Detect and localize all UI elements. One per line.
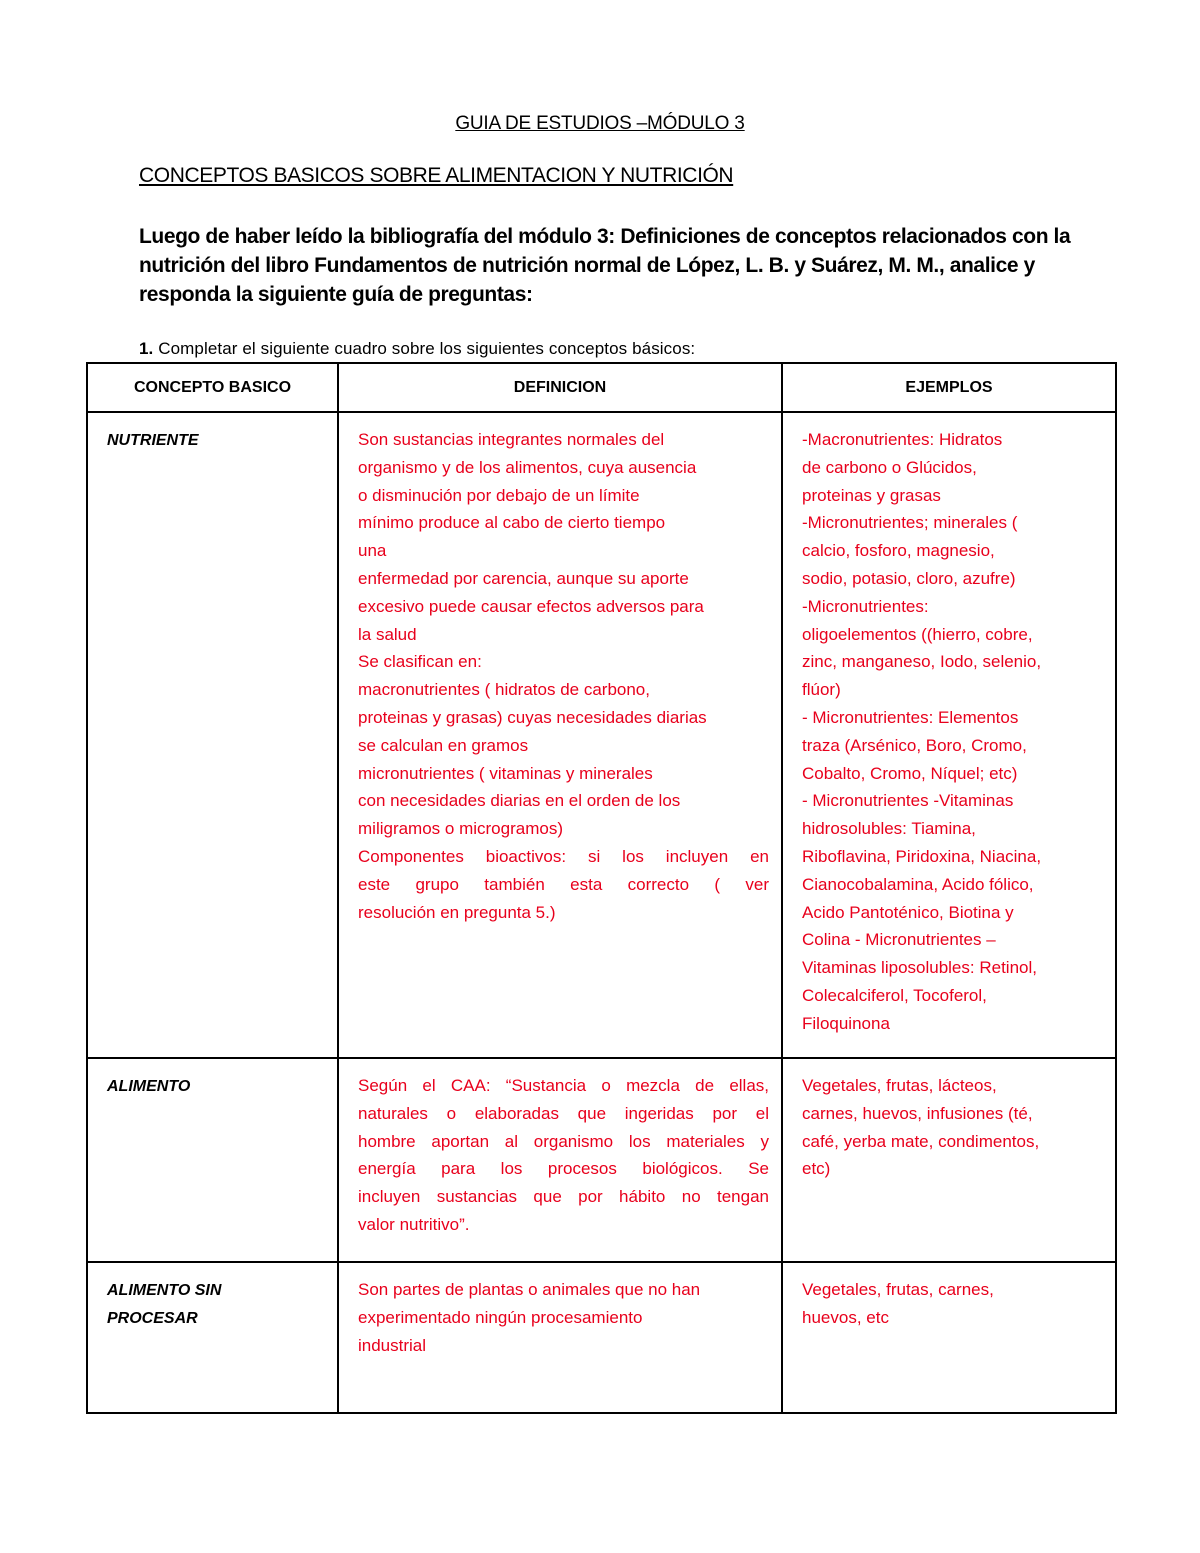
- cell-line: o disminución por debajo de un límite: [358, 485, 640, 505]
- cell-line: proteinas y grasas) cuyas necesidades diarias: [358, 707, 707, 727]
- cell-line: Según el CAA: “Sustancia o mezcla de ellas,: [358, 1076, 769, 1095]
- definition-alimento: [338, 1058, 782, 1262]
- cell-line: huevos, etc: [802, 1307, 889, 1327]
- cell-line: hidrosolubles: Tiamina,: [802, 819, 976, 839]
- concept-alimento: ALIMENTO: [87, 1058, 338, 1262]
- cell-line: Riboflavina, Piridoxina, Niacina,: [802, 846, 1042, 866]
- cell-line: mínimo produce al cabo de cierto tiempo: [358, 513, 666, 533]
- cell-line: Cobalto, Cromo, Níquel; etc): [802, 763, 1018, 783]
- cell-line: resolución en pregunta 5.): [358, 902, 556, 922]
- table-row-alimento-sin-procesar: [87, 1262, 1116, 1413]
- cell-line: macronutrientes ( hidratos de carbono,: [358, 680, 650, 700]
- cell-line: sodio, potasio, cloro, azufre): [802, 568, 1016, 588]
- cell-line: enfermedad por carencia, aunque su aporte: [358, 568, 689, 588]
- cell-line: Filoquinona: [802, 1013, 890, 1033]
- cell-line: de carbono o Glúcidos,: [802, 457, 977, 477]
- question-number: 1.: [139, 339, 154, 358]
- cell-line: excesivo puede causar efectos adversos para: [358, 596, 704, 616]
- cell-line: hombre aportan al organismo los materiales y: [358, 1131, 769, 1151]
- concept-nutriente: NUTRIENTE: [87, 412, 338, 1058]
- header-concepto: CONCEPTO BASICO: [87, 363, 338, 412]
- cell-line: naturales o elaboradas que ingeridas por el: [358, 1103, 769, 1123]
- cell-line: - Micronutrientes: Elementos: [802, 707, 1019, 727]
- intro-paragraph: [139, 222, 1074, 309]
- cell-line: proteinas y grasas: [802, 485, 941, 505]
- definition-alimento-sin-procesar: [338, 1262, 782, 1413]
- cell-line: Colina - Micronutrientes –: [802, 930, 996, 950]
- cell-line: miligramos o microgramos): [358, 819, 563, 839]
- cell-line: Vitaminas liposolubles: Retinol,: [802, 958, 1037, 978]
- table-row-alimento: [87, 1058, 1116, 1262]
- cell-line: Colecalciferol, Tocoferol,: [802, 985, 987, 1005]
- cell-line: zinc, manganeso, Iodo, selenio,: [802, 652, 1042, 672]
- header-ejemplos: EJEMPLOS: [782, 363, 1116, 412]
- concept-line: PROCESAR: [107, 1310, 198, 1327]
- cell-line: Son sustancias integrantes normales del: [358, 430, 665, 449]
- cell-line: -Micronutrientes:: [802, 596, 929, 616]
- intro-line: responda la siguiente guía de preguntas:: [139, 283, 533, 306]
- cell-line: etc): [802, 1159, 831, 1179]
- cell-line: oligoelementos ((hierro, cobre,: [802, 624, 1033, 644]
- cell-line: traza (Arsénico, Boro, Cromo,: [802, 735, 1027, 755]
- cell-line: - Micronutrientes -Vitaminas: [802, 791, 1014, 811]
- cell-line: Se clasifican en:: [358, 652, 482, 672]
- examples-alimento: [782, 1058, 1116, 1262]
- question-text: Completar el siguiente cuadro sobre los siguientes conceptos básicos:: [153, 339, 696, 358]
- definition-nutriente: [338, 412, 782, 1058]
- cell-line: flúor): [802, 680, 841, 700]
- concept-line: ALIMENTO SIN: [107, 1282, 222, 1299]
- cell-line: organismo y de los alimentos, cuya ausencia: [358, 457, 697, 477]
- question-1: [139, 339, 695, 359]
- concepts-table: [86, 362, 1117, 1414]
- cell-line: -Macronutrientes: Hidratos: [802, 430, 1003, 449]
- table-header-row: [87, 363, 1116, 412]
- cell-line: micronutrientes ( vitaminas y minerales: [358, 763, 653, 783]
- cell-line: incluyen sustancias que por hábito no tengan: [358, 1187, 769, 1207]
- document-subtitle: CONCEPTOS BASICOS SOBRE ALIMENTACION Y NUTRICIÓN: [139, 164, 734, 187]
- intro-line: Luego de haber leído la bibliografía del módulo 3: Definiciones de conceptos relacionados con la: [139, 225, 1071, 248]
- table-row-nutriente: [87, 412, 1116, 1058]
- cell-line: se calculan en gramos: [358, 735, 529, 755]
- cell-line: Componentes bioactivos: si los incluyen en: [358, 846, 769, 866]
- cell-line: experimentado ningún procesamiento: [358, 1307, 643, 1327]
- intro-line: nutrición del libro Fundamentos de nutrición normal de López, L. B. y Suárez, M. M., analice y: [139, 254, 1035, 277]
- cell-line: este grupo también esta correcto ( ver: [358, 874, 769, 894]
- cell-line: calcio, fosforo, magnesio,: [802, 541, 995, 561]
- examples-alimento-sin-procesar: [782, 1262, 1116, 1413]
- cell-line: energía para los procesos biológicos. Se: [358, 1159, 769, 1179]
- cell-line: Son partes de plantas o animales que no han: [358, 1280, 701, 1299]
- cell-line: Cianocobalamina, Acido fólico,: [802, 874, 1034, 894]
- cell-line: industrial: [358, 1335, 427, 1355]
- cell-line: -Micronutrientes; minerales (: [802, 513, 1018, 533]
- cell-line: la salud: [358, 624, 417, 644]
- concept-alimento-sin-procesar: [87, 1262, 338, 1413]
- document-title: GUIA DE ESTUDIOS –MÓDULO 3: [455, 113, 745, 134]
- cell-line: café, yerba mate, condimentos,: [802, 1131, 1040, 1151]
- cell-line: carnes, huevos, infusiones (té,: [802, 1103, 1033, 1123]
- cell-line: Acido Pantoténico, Biotina y: [802, 902, 1014, 922]
- examples-nutriente: [782, 412, 1116, 1058]
- cell-line: Vegetales, frutas, carnes,: [802, 1280, 994, 1299]
- cell-line: una: [358, 541, 387, 561]
- header-definicion: DEFINICION: [338, 363, 782, 412]
- cell-line: Vegetales, frutas, lácteos,: [802, 1076, 997, 1095]
- cell-line: valor nutritivo”.: [358, 1214, 470, 1234]
- cell-line: con necesidades diarias en el orden de los: [358, 791, 681, 811]
